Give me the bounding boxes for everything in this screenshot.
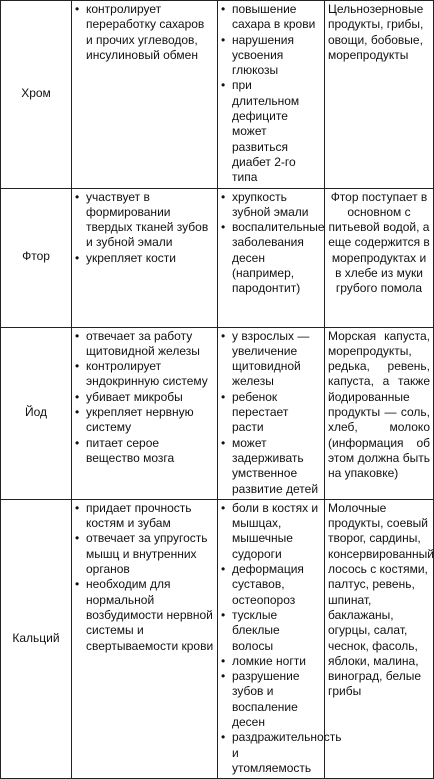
list-item: • контролирует переработку сахаров и прочих углеводов, инсулиновый обмен <box>75 2 214 63</box>
list-item: • тусклые блеклые волосы <box>221 608 321 654</box>
list-item: • ребенок перестает расти <box>221 390 321 436</box>
list-item: • отвечает за упругость мышц и внутренних органов <box>75 531 214 577</box>
list-item: • разрушение зубов и воспаление десен <box>221 669 321 730</box>
deficiency-list <box>221 2 321 186</box>
element-name: Хром <box>1 1 72 189</box>
deficiency-list <box>221 500 342 776</box>
functions-list <box>75 2 214 63</box>
functions-cell <box>72 499 218 778</box>
list-item: • укрепляет нервную систему <box>75 405 214 436</box>
list-item: • у взрослых — увеличение щитовидной железы <box>221 329 321 390</box>
table-row <box>1 327 434 499</box>
list-item: • участвует в формировании твердых тканей зубов и зубной эмали <box>75 190 214 251</box>
list-item: • боли в костях и мышцах, мышечные судороги <box>221 501 321 562</box>
list-item: • деформация суставов, остеопороз <box>221 562 321 608</box>
deficiency-list <box>221 189 325 297</box>
list-item: • убивает микробы <box>75 390 214 405</box>
list-item: • ломкие ногти <box>221 654 321 669</box>
sources-text: Молочные продукты, соевый творог, сардины, консервированный лосось с костями, палтус, ревень, шпинат, баклажаны, огурцы, салат, чеснок, фасоль, яблоки, малина, виноград, белые грибы <box>328 500 434 699</box>
list-item: • питает серое вещество мозга <box>75 436 214 467</box>
element-name: Кальций <box>1 499 72 778</box>
table-row <box>1 499 434 778</box>
functions-cell <box>72 327 218 499</box>
list-item: • нарушения усвоения глюкозы <box>221 33 321 79</box>
list-item: • отвечает за работу щитовидной железы <box>75 329 214 360</box>
element-name: Фтор <box>1 188 72 327</box>
sources-text: Морская капуста, морепродукты, редька, ревень, капуста, а также йодированные продукты — соль, хлеб, молоко (информация об этом должна быть на упаковке) <box>328 328 430 481</box>
deficiency-cell <box>218 1 325 189</box>
deficiency-list <box>221 329 321 497</box>
deficiency-cell <box>218 188 325 327</box>
list-item: • хрупкость зубной эмали <box>221 190 321 221</box>
table-row <box>1 188 434 327</box>
functions-list <box>75 190 214 266</box>
sources-cell <box>325 188 434 327</box>
list-item: • необходим для нормальной возбудимости нервной системы и свертываемости крови <box>75 577 214 653</box>
deficiency-cell <box>218 499 342 778</box>
sources-cell <box>325 327 434 499</box>
sources-cell <box>325 1 434 189</box>
functions-list <box>75 329 214 467</box>
list-item: • придает прочность костям и зубам <box>75 501 214 532</box>
list-item: • повышение сахара в крови <box>221 2 321 33</box>
list-item: • укрепляет кости <box>75 251 214 266</box>
list-item: • контролирует эндокринную систему <box>75 359 214 390</box>
list-item: • раздражительность и утомляемость <box>221 730 321 776</box>
functions-cell <box>72 1 218 189</box>
deficiency-cell <box>218 327 325 499</box>
list-item: • может задерживать умственное развитие детей <box>221 436 321 497</box>
list-item: • воспалительные заболевания десен (например, пародонтит) <box>221 220 321 296</box>
functions-list <box>75 501 214 654</box>
sources-text: Цельнозерновые продукты, грибы, овощи, бобовые, морепродукты <box>328 2 424 62</box>
element-name: Йод <box>1 327 72 499</box>
functions-cell <box>72 188 218 327</box>
list-item: • при длительном дефиците может развиться диабет 2-го типа <box>221 78 321 185</box>
sources-text: Фтор поступает в основном с питьевой водой, а еще содержится в морепродуктах и в хлебе из муки грубого помола <box>328 189 430 296</box>
table-row <box>1 1 434 189</box>
